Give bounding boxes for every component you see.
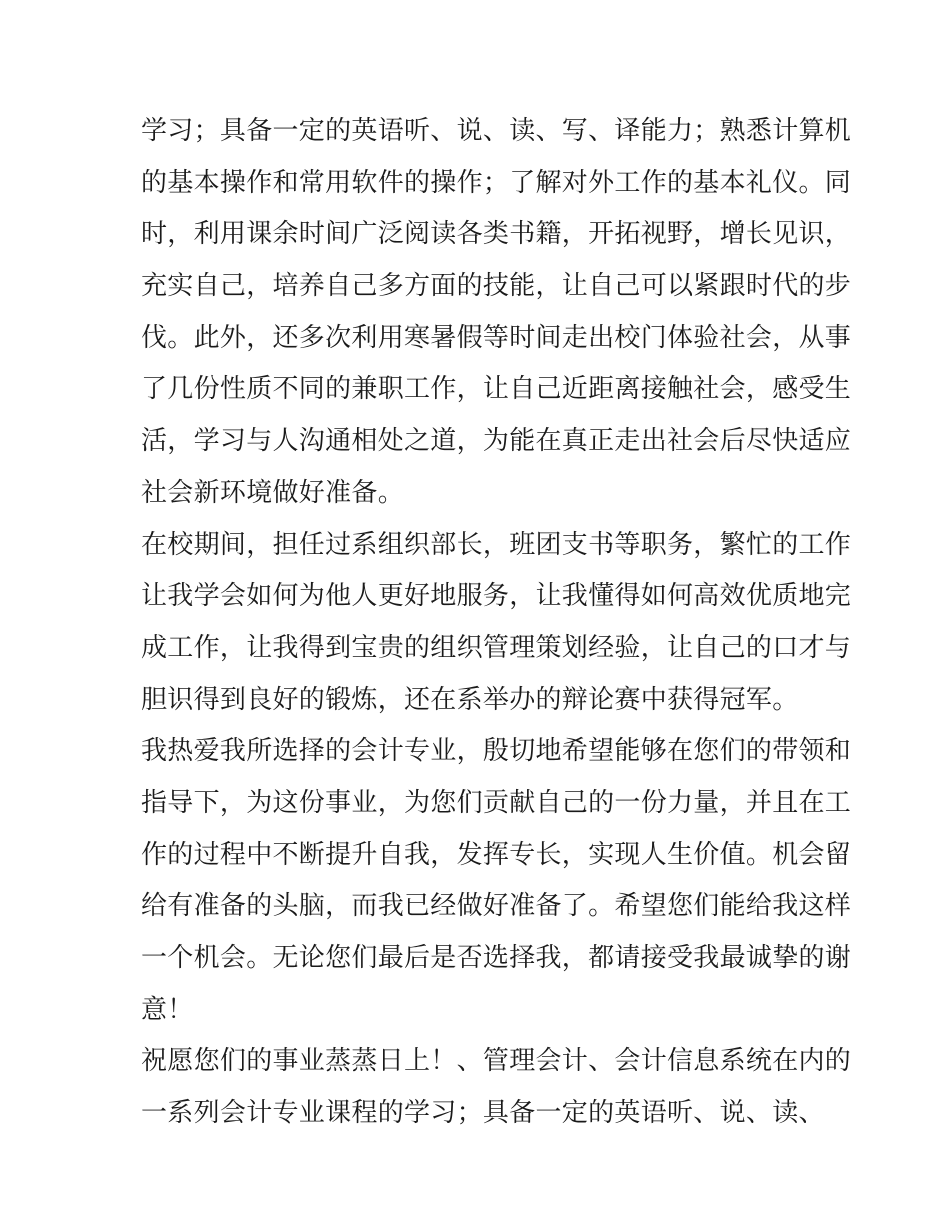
- text-line: 成工作，让我得到宝贵的组织管理策划经验，让自己的口才与: [141, 632, 852, 663]
- text-line: 时，利用课余时间广泛阅读各类书籍，开拓视野，增长见识，: [141, 219, 852, 250]
- text-line: 的基本操作和常用软件的操作；了解对外工作的基本礼仪。同: [141, 167, 852, 198]
- text-line: 作的过程中不断提升自我，发挥专长，实现人生价值。机会留: [141, 839, 852, 870]
- document-body: [141, 106, 852, 1140]
- text-line: 一个机会。无论您们最后是否选择我，都请接受我最诚挚的谢: [141, 943, 852, 973]
- text-line: 社会新环境做好准备。: [141, 477, 405, 508]
- text-line: 学习；具备一定的英语听、说、读、写、译能力；熟悉计算机: [141, 116, 852, 146]
- text-line: 我热爱我所选择的会计专业，殷切地希望能够在您们的带领和: [141, 736, 852, 767]
- text-line: 活，学习与人沟通相处之道，为能在真正走出社会后尽快适应: [141, 426, 852, 457]
- text-line: 让我学会如何为他人更好地服务，让我懂得如何高效优质地完: [141, 581, 852, 612]
- text-line: 意！: [141, 994, 194, 1025]
- text-line: 在校期间，担任过系组织部长，班团支书等职务，繁忙的工作: [141, 529, 852, 560]
- text-line: 给有准备的头脑，而我已经做好准备了。希望您们能给我这样: [141, 891, 852, 922]
- text-line: 指导下，为这份事业，为您们贡献自己的一份力量，并且在工: [141, 787, 852, 818]
- text-line: 伐。此外，还多次利用寒暑假等时间走出校门体验社会，从事: [141, 322, 852, 353]
- text-line: 充实自己，培养自己多方面的技能，让自己可以紧跟时代的步: [141, 271, 852, 302]
- text-line: 一系列会计专业课程的学习；具备一定的英语听、说、读、: [141, 1098, 825, 1129]
- text-line: 胆识得到良好的锻炼，还在系举办的辩论赛中获得冠军。: [141, 684, 799, 715]
- text-line: 了几份性质不同的兼职工作，让自己近距离接触社会，感受生: [141, 374, 852, 405]
- text-line: 祝愿您们的事业蒸蒸日上！、管理会计、会计信息系统在内的: [141, 1046, 852, 1077]
